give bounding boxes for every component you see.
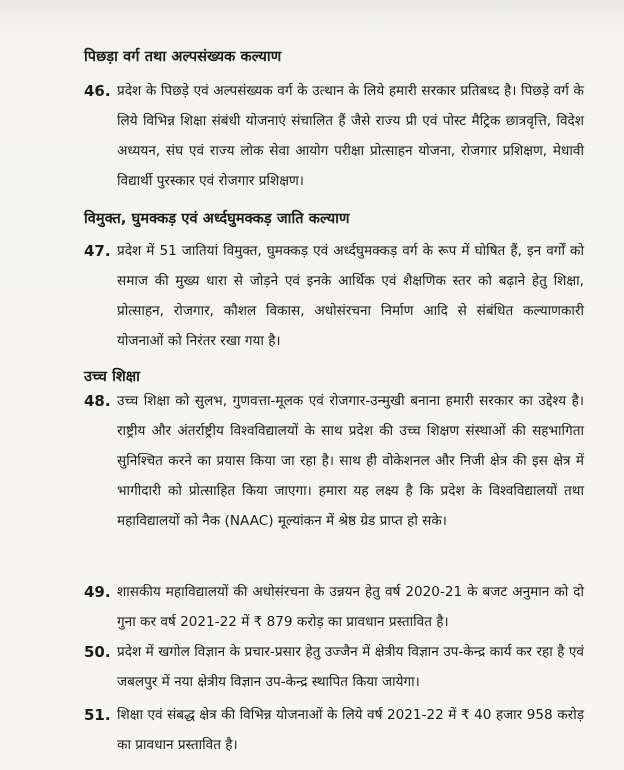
paragraph-text: प्रदेश में 51 जातियां विमुक्त, घुमक्कड़ एवं अर्ध्दघुमक्कड़ वर्ग के रूप में घोषित हैं, इन वर्गों को समाज की मुख्य धारा से जोड़ने एवं इनके आर्थिक एवं शैक्षणिक स्तर को बढ़ाने हेतु शिक्षा, प्रोत्साहन, रोजगार, कौशल विकास, अधोसंरचना निर्माण आदि से संबंधित कल्याणकारी योजनाओं को निरंतर रखा गया है। <box>117 243 584 349</box>
paragraph-text: शासकीय महाविद्यालयों की अधोसंरचना के उन्नयन हेतु वर्ष 2020-21 के बजट अनुमान को दो गुना कर वर्ष 2021-22 में ₹ 879 करोड़ का प्रावधान प्रस्तावित है। <box>117 584 584 630</box>
paragraph-number: 47. <box>84 242 111 260</box>
paragraph-number: 50. <box>84 643 111 661</box>
paragraph-number: 46. <box>84 82 111 100</box>
paragraph-49 <box>84 577 584 637</box>
paragraph-text: उच्च शिक्षा को सुलभ, गुणवत्ता-मूलक एवं रोजगार-उन्मुखी बनाना हमारी सरकार का उद्देश्य है। राष्ट्रीय और अंतर्राष्ट्रीय विश्वविद्यालयों के साथ प्रदेश की उच्च शिक्षण संस्थाओं की सहभागिता सुनिश्चित करने का प्रयास किया जा रहा है। साथ ही वोकेशनल और निजी क्षेत्र की इस क्षेत्र में भागीदारी को प्रोत्साहित किया जाएगा। हमारा यह लक्ष्य है कि प्रदेश के विश्वविद्यालयों तथा महाविद्यालयों को नैक (NAAC) मूल्यांकन में श्रेष्ठ ग्रेड प्राप्त हो सके। <box>117 393 584 529</box>
paragraph-46 <box>84 76 584 196</box>
paragraph-text: शिक्षा एवं संबद्ध क्षेत्र की विभिन्न योजनाओं के लिये वर्ष 2021-22 में ₹ 40 हजार 958 करोड़ का प्रावधान प्रस्तावित है। <box>117 707 584 753</box>
section-heading-nomadic-tribes: विमुक्त, घुमक्कड़ एवं अर्ध्दघुमक्कड़ जाति कल्याण <box>84 211 350 227</box>
paragraph-47 <box>84 236 584 356</box>
section-heading-backward-classes: पिछड़ा वर्ग तथा अल्पसंख्यक कल्याण <box>84 49 282 65</box>
paragraph-51 <box>84 700 584 760</box>
paragraph-text: प्रदेश में खगोल विज्ञान के प्रचार-प्रसार हेतु उज्जैन में क्षेत्रीय विज्ञान उप-केन्द्र कार्य कर रहा है एवं जबलपुर में नया क्षेत्रीय विज्ञान उप-केन्द्र स्थापित किया जायेगा। <box>117 644 584 690</box>
paragraph-number: 49. <box>84 583 111 601</box>
section-heading-higher-education: उच्च शिक्षा <box>84 369 141 385</box>
paragraph-text: प्रदेश के पिछड़े एवं अल्पसंख्यक वर्ग के उत्थान के लिये हमारी सरकार प्रतिबध्द है। पिछड़े वर्ग के लिये विभिन्न शिक्षा संबंधी योजनाएं संचालित हैं जैसे राज्य प्री एवं पोस्ट मैट्रिक छात्रवृत्ति, विदेश अध्ययन, संघ एवं राज्य लोक सेवा आयोग परीक्षा प्रोत्साहन योजना, रोजगार प्रशिक्षण, मेधावी विद्यार्थी पुरस्कार एवं रोजगार प्रशिक्षण। <box>117 83 584 189</box>
paragraph-50 <box>84 637 584 697</box>
paragraph-number: 48. <box>84 392 111 410</box>
paragraph-number: 51. <box>84 706 111 724</box>
paragraph-48 <box>84 386 584 536</box>
